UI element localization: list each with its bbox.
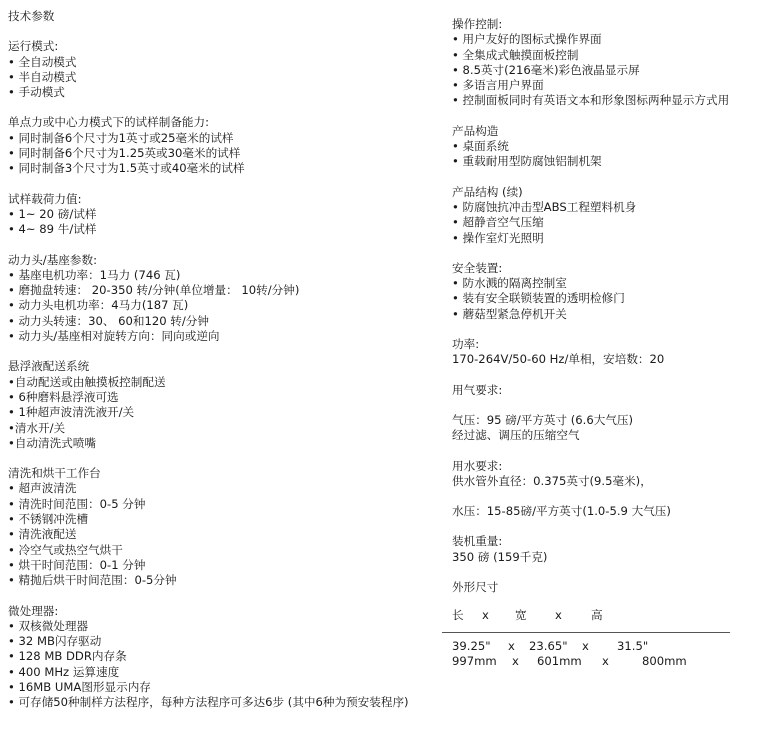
section-power <box>452 337 762 368</box>
list-item: • 8.5英寸(216毫米)彩色液晶显示屏 <box>452 62 640 77</box>
dim-header-x: x <box>482 608 489 623</box>
list-item: 供水管外直径：0.375英寸(9.5毫米)， <box>452 473 652 488</box>
section-title: 气压：95 磅/平方英寸 (6.6大气压) <box>452 412 634 427</box>
list-item: • 可存储50种制样方法程序，每种方法程序可多达6步 (其中6种为预安装程序) <box>8 695 409 710</box>
section-title: 产品构造 <box>452 123 499 138</box>
dim-header-width: 宽 <box>515 608 527 623</box>
section-suspension <box>8 359 436 451</box>
list-item: • 128 MB DDR内存条 <box>8 649 127 664</box>
section-air-pressure <box>452 413 762 444</box>
dim-separator: x <box>582 638 589 653</box>
section-construction-cont <box>452 185 762 246</box>
dimensions-mm <box>452 654 762 669</box>
dim-separator: x <box>602 653 609 668</box>
section-title: 微处理器: <box>8 603 59 618</box>
section-safety <box>452 261 762 322</box>
section-title: 悬浮液配送系统 <box>8 359 90 374</box>
section-water-pressure <box>452 504 762 519</box>
list-item: • 烘干时间范围：0-1 分钟 <box>8 557 146 572</box>
list-item: •清水开/关 <box>8 420 66 435</box>
list-item: • 全自动模式 <box>8 54 77 69</box>
section-operating-modes <box>8 39 436 100</box>
list-item: 170-264V/50-60 Hz/单相，安培数：20 <box>452 352 665 367</box>
list-item: • 清洗时间范围：0-5 分钟 <box>8 496 146 511</box>
list-item: • 4~ 89 牛/试样 <box>8 222 97 237</box>
list-item: • 动力头电机功率：4马力(187 瓦) <box>8 298 189 313</box>
dim-header-length: 长 <box>452 608 464 623</box>
section-weight <box>452 534 762 565</box>
section-capacity <box>8 115 436 176</box>
list-item: 350 磅 (159千克) <box>452 549 548 564</box>
section-title: 用水要求: <box>452 458 503 473</box>
list-item: 经过滤、调压的压缩空气 <box>452 428 580 443</box>
section-head-base <box>8 253 436 345</box>
section-title: 安全装置: <box>452 260 503 275</box>
dimensions-header <box>452 608 762 623</box>
list-item: • 装有安全联锁装置的透明检修门 <box>452 291 625 306</box>
section-microprocessor <box>8 604 436 711</box>
left-column <box>8 0 436 711</box>
section-title: 清洗和烘干工作台 <box>8 466 101 481</box>
dim-value: 23.65" <box>529 638 568 653</box>
list-item: • 手动模式 <box>8 85 65 100</box>
list-item: • 同时制备3个尺寸为1.5英寸或40毫米的试样 <box>8 161 245 176</box>
section-load-force <box>8 192 436 238</box>
list-item: • 超静音空气压缩 <box>452 215 544 230</box>
list-item: • 不锈钢冲洗槽 <box>8 512 89 527</box>
list-item: • 清洗液配送 <box>8 527 77 542</box>
section-title: 功率: <box>452 337 480 352</box>
section-water <box>452 459 762 490</box>
list-item: • 全集成式触摸面板控制 <box>452 47 579 62</box>
list-item: • 防水溅的隔离控制室 <box>452 276 567 291</box>
section-title: 产品结构 (续) <box>452 184 523 199</box>
dim-value: 997mm <box>452 653 497 668</box>
section-title: 操作控制: <box>452 17 503 31</box>
list-item: • 控制面板同时有英语文本和形象图标两种显示方式用 <box>452 93 730 108</box>
dim-value: 800mm <box>642 653 687 668</box>
section-air <box>452 383 762 398</box>
section-title: 水压：15-85磅/平方英寸(1.0-5.9 大气压) <box>452 504 671 519</box>
list-item: •自动清洗式喷嘴 <box>8 435 96 450</box>
dim-value: 39.25" <box>452 638 491 653</box>
list-item: • 桌面系统 <box>452 139 509 154</box>
list-item: • 操作室灯光照明 <box>452 230 544 245</box>
section-cleaning <box>8 466 436 588</box>
dimensions-inches <box>452 639 762 654</box>
section-title: 装机重量: <box>452 534 503 549</box>
list-item: • 1~ 20 磅/试样 <box>8 206 97 221</box>
dim-value: 601mm <box>537 653 582 668</box>
section-title: 用气要求: <box>452 382 503 397</box>
section-title: 外形尺寸 <box>452 580 499 595</box>
list-item: • 6种磨料悬浮液可选 <box>8 389 119 404</box>
dim-header-x: x <box>555 608 562 623</box>
section-title: 运行模式: <box>8 39 59 54</box>
right-column <box>452 0 762 669</box>
divider <box>442 632 730 633</box>
section-title: 动力头/基座参数: <box>8 252 97 267</box>
dim-value: 31.5" <box>617 638 649 653</box>
list-item: • 磨抛盘转速： 20-350 转/分钟(单位增量： 10转/分钟) <box>8 283 300 298</box>
list-item: • 动力头/基座相对旋转方向：同向或逆向 <box>8 329 220 344</box>
section-title: 单点力或中心力模式下的试样制备能力: <box>8 115 210 130</box>
dim-separator: x <box>512 653 519 668</box>
section-dimensions <box>452 580 762 669</box>
list-item: •自动配送或由触摸板控制配送 <box>8 374 166 389</box>
list-item: • 蘑菇型紧急停机开关 <box>452 306 567 321</box>
list-item: • 超声波清洗 <box>8 481 77 496</box>
list-item: • 同时制备6个尺寸为1.25英或30毫米的试样 <box>8 146 241 161</box>
section-title: 试样载荷力值: <box>8 191 82 206</box>
dim-separator: x <box>508 638 515 653</box>
page-title: 技术参数 <box>8 9 55 23</box>
list-item: • 双核微处理器 <box>8 618 89 633</box>
list-item: • 重载耐用型防腐蚀铝制机架 <box>452 154 602 169</box>
list-item: • 1种超声波清洗液开/关 <box>8 405 135 420</box>
list-item: • 动力头转速：30、 60和120 转/分钟 <box>8 313 209 328</box>
list-item: • 防腐蚀抗冲击型ABS工程塑料机身 <box>452 199 637 214</box>
list-item: • 400 MHz 运算速度 <box>8 664 120 679</box>
list-item: • 精抛后烘干时间范围：0-5分钟 <box>8 573 177 588</box>
list-item: • 半自动模式 <box>8 69 77 84</box>
list-item: • 32 MB闪存驱动 <box>8 634 102 649</box>
list-item: • 冷空气或热空气烘干 <box>8 542 123 557</box>
section-operation-control <box>452 17 762 109</box>
list-item: • 基座电机功率：1马力 (746 瓦) <box>8 267 181 282</box>
dim-header-height: 高 <box>591 608 603 623</box>
list-item: • 同时制备6个尺寸为1英寸或25毫米的试样 <box>8 130 234 145</box>
list-item: • 多语言用户界面 <box>452 78 544 93</box>
list-item: • 用户友好的图标式操作界面 <box>452 32 602 47</box>
list-item: • 16MB UMA图形显示内存 <box>8 679 151 694</box>
section-construction <box>452 124 762 170</box>
